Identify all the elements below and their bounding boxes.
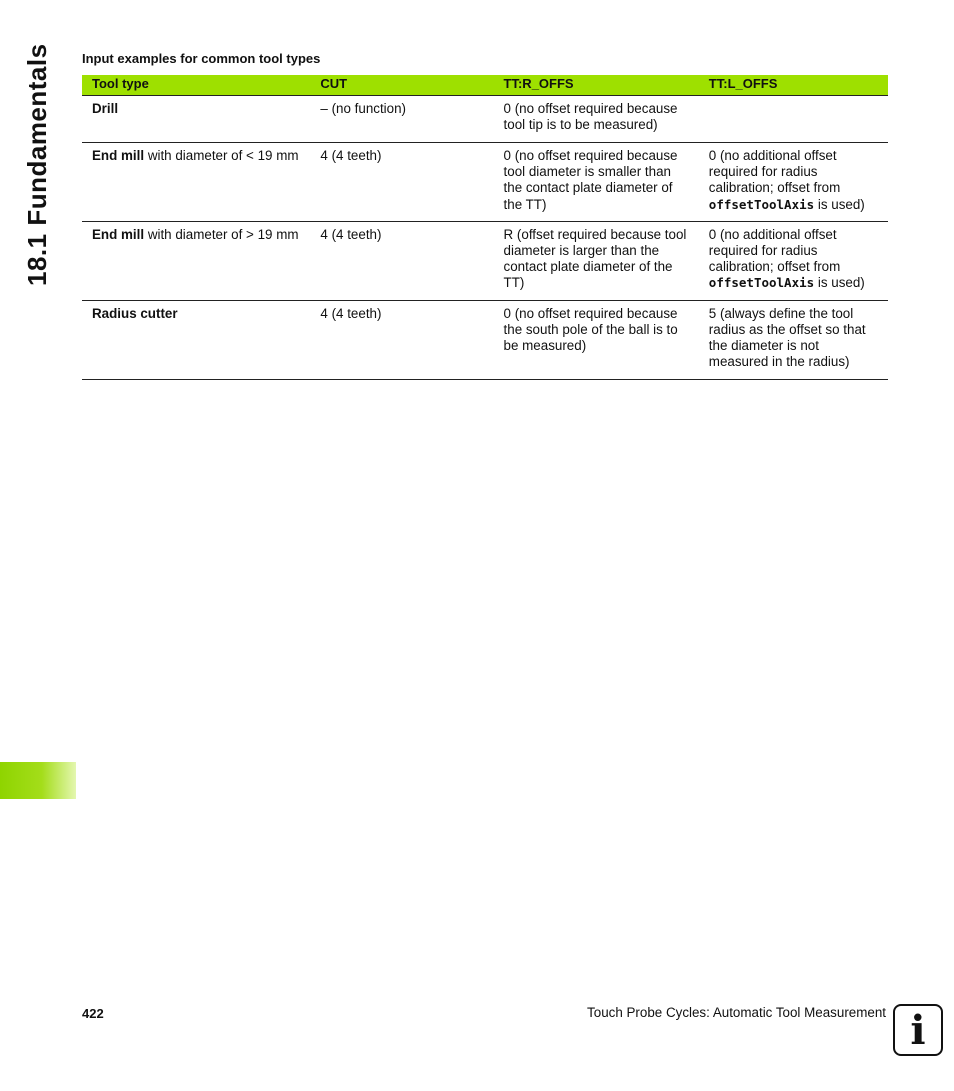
chapter-thumb-tab bbox=[0, 762, 76, 799]
l-offs-text-end: is used) bbox=[814, 196, 865, 212]
cut-cell: – (no function) bbox=[310, 96, 493, 143]
footer-chapter-title: Touch Probe Cycles: Automatic Tool Measurement bbox=[587, 1005, 886, 1020]
info-icon-glyph: i bbox=[910, 1006, 926, 1054]
table-row bbox=[82, 221, 888, 300]
l-offs-text: 5 (always define the tool radius as the offset so that the diameter is not measured in the radius) bbox=[708, 305, 866, 370]
cut-cell: 4 (4 teeth) bbox=[310, 300, 493, 379]
tool-type-cell bbox=[82, 96, 310, 143]
r-offs-cell: 0 (no offset required because tool diameter is smaller than the contact plate diameter of the TT) bbox=[494, 143, 699, 222]
header-cut: CUT bbox=[310, 75, 493, 96]
table-row bbox=[82, 143, 888, 222]
tool-name: Radius cutter bbox=[92, 305, 178, 321]
info-icon bbox=[893, 1004, 943, 1056]
header-l-offs: TT:L_OFFS bbox=[699, 75, 888, 96]
l-offs-cell bbox=[699, 300, 888, 379]
header-r-offs: TT:R_OFFS bbox=[494, 75, 699, 96]
table-header-row bbox=[82, 75, 888, 96]
tool-name: End mill bbox=[92, 148, 145, 163]
tool-types-table bbox=[82, 75, 888, 380]
r-offs-cell: 0 (no offset required because tool tip is to be measured) bbox=[494, 96, 699, 143]
section-title: Input examples for common tool types bbox=[82, 51, 321, 66]
page-number: 422 bbox=[82, 1006, 104, 1021]
tool-name: Drill bbox=[92, 101, 119, 116]
l-offs-text: 0 (no additional offset required for radius calibration; offset from bbox=[708, 148, 841, 196]
tool-type-cell bbox=[82, 143, 310, 222]
r-offs-cell: 0 (no offset required because the south pole of the ball is to be measured) bbox=[494, 300, 699, 379]
chapter-side-title-text: 18.1 Fundamentals bbox=[22, 43, 52, 286]
tool-type-cell bbox=[82, 300, 310, 379]
l-offs-cell bbox=[699, 143, 888, 222]
tool-type-cell bbox=[82, 221, 310, 300]
chapter-side-title bbox=[20, 43, 64, 290]
l-offs-code: offsetToolAxis bbox=[708, 196, 815, 212]
header-tool-type: Tool type bbox=[82, 75, 310, 96]
l-offs-text: 0 (no additional offset required for radius calibration; offset from bbox=[708, 226, 841, 275]
tool-detail: with diameter of < 19 mm bbox=[144, 148, 299, 163]
cut-cell: 4 (4 teeth) bbox=[310, 143, 493, 222]
tool-name: End mill bbox=[92, 226, 145, 242]
l-offs-code: offsetToolAxis bbox=[708, 275, 815, 291]
cut-cell: 4 (4 teeth) bbox=[310, 221, 493, 300]
table-row bbox=[82, 300, 888, 379]
l-offs-cell bbox=[699, 96, 888, 143]
r-offs-cell: R (offset required because tool diameter is larger than the contact plate diameter of the TT) bbox=[494, 221, 699, 300]
l-offs-cell bbox=[699, 221, 888, 300]
l-offs-text-end: is used) bbox=[814, 275, 865, 291]
tool-detail: with diameter of > 19 mm bbox=[144, 226, 299, 242]
table-row bbox=[82, 96, 888, 143]
